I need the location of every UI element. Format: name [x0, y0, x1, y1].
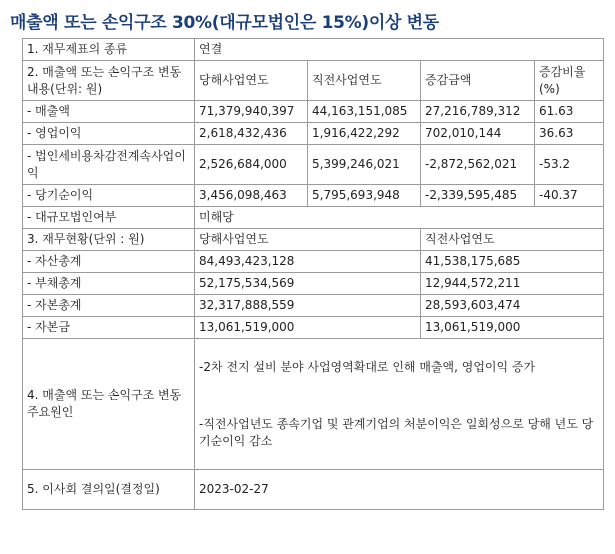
main-cause-note-2: -직전사업년도 종속기업 및 관계기업의 처분이익은 일회성으로 당해 년도 당기순이익 감소 [199, 416, 594, 448]
row-main-cause [23, 339, 604, 470]
row-change-header [23, 61, 604, 101]
label-total-assets: - 자산총계 [23, 251, 195, 273]
capital-stock-previous: 13,061,519,000 [421, 317, 604, 339]
pretax-income-current: 2,526,684,000 [195, 145, 308, 185]
row-capital-stock [23, 317, 604, 339]
revenue-previous: 44,163,151,085 [308, 101, 421, 123]
label-revenue: - 매출액 [23, 101, 195, 123]
row-total-equity [23, 295, 604, 317]
total-equity-current: 32,317,888,559 [195, 295, 421, 317]
label-board-date: 5. 이사회 결의일(결정일) [23, 470, 195, 510]
total-assets-previous: 41,538,175,685 [421, 251, 604, 273]
operating-income-current: 2,618,432,436 [195, 123, 308, 145]
label-pretax-income: - 법인세비용차감전계속사업이익 [23, 145, 195, 185]
net-income-current: 3,456,098,463 [195, 185, 308, 207]
pretax-income-previous: 5,399,246,021 [308, 145, 421, 185]
operating-income-rate: 36.63 [535, 123, 604, 145]
label-statement-type: 1. 재무제표의 종류 [23, 39, 195, 61]
total-assets-current: 84,493,423,128 [195, 251, 421, 273]
row-net-income [23, 185, 604, 207]
value-large-corp: 미해당 [195, 207, 604, 229]
label-large-corp: - 대규모법인여부 [23, 207, 195, 229]
total-equity-previous: 28,593,603,474 [421, 295, 604, 317]
row-large-corp [23, 207, 604, 229]
label-financial-status: 3. 재무현황(단위 : 원) [23, 229, 195, 251]
value-board-date: 2023-02-27 [195, 470, 604, 510]
revenue-current: 71,379,940,397 [195, 101, 308, 123]
row-total-assets [23, 251, 604, 273]
label-total-liabilities: - 부채총계 [23, 273, 195, 295]
row-financial-header [23, 229, 604, 251]
label-main-cause: 4. 매출액 또는 손익구조 변동 주요원인 [23, 339, 195, 470]
disclosure-table [22, 38, 604, 510]
net-income-diff: -2,339,595,485 [421, 185, 535, 207]
row-revenue [23, 101, 604, 123]
revenue-diff: 27,216,789,312 [421, 101, 535, 123]
label-capital-stock: - 자본금 [23, 317, 195, 339]
header-fin-previous-year: 직전사업연도 [421, 229, 604, 251]
row-board-date [23, 470, 604, 510]
main-cause-content [195, 339, 604, 470]
row-operating-income [23, 123, 604, 145]
capital-stock-current: 13,061,519,000 [195, 317, 421, 339]
label-total-equity: - 자본총계 [23, 295, 195, 317]
net-income-rate: -40.37 [535, 185, 604, 207]
revenue-rate: 61.63 [535, 101, 604, 123]
row-statement-type [23, 39, 604, 61]
operating-income-previous: 1,916,422,292 [308, 123, 421, 145]
pretax-income-diff: -2,872,562,021 [421, 145, 535, 185]
note-spacer [199, 376, 599, 416]
header-current-year: 당해사업연도 [195, 61, 308, 101]
header-change-amount: 증감금액 [421, 61, 535, 101]
row-pretax-income [23, 145, 604, 185]
label-operating-income: - 영업이익 [23, 123, 195, 145]
net-income-previous: 5,795,693,948 [308, 185, 421, 207]
total-liabilities-previous: 12,944,572,211 [421, 273, 604, 295]
operating-income-diff: 702,010,144 [421, 123, 535, 145]
label-net-income: - 당기순이익 [23, 185, 195, 207]
value-statement-type: 연결 [195, 39, 604, 61]
header-fin-current-year: 당해사업연도 [195, 229, 421, 251]
header-previous-year: 직전사업연도 [308, 61, 421, 101]
total-liabilities-current: 52,175,534,569 [195, 273, 421, 295]
page-title: 매출액 또는 손익구조 30%(대규모법인은 15%)이상 변동 [10, 13, 439, 33]
row-total-liabilities [23, 273, 604, 295]
main-cause-note-1: -2차 전지 설비 분야 사업영역확대로 인해 매출액, 영업이익 증가 [199, 359, 536, 374]
header-change-rate: 증감비율(%) [535, 61, 604, 101]
label-change-content: 2. 매출액 또는 손익구조 변동내용(단위: 원) [23, 61, 195, 101]
pretax-income-rate: -53.2 [535, 145, 604, 185]
